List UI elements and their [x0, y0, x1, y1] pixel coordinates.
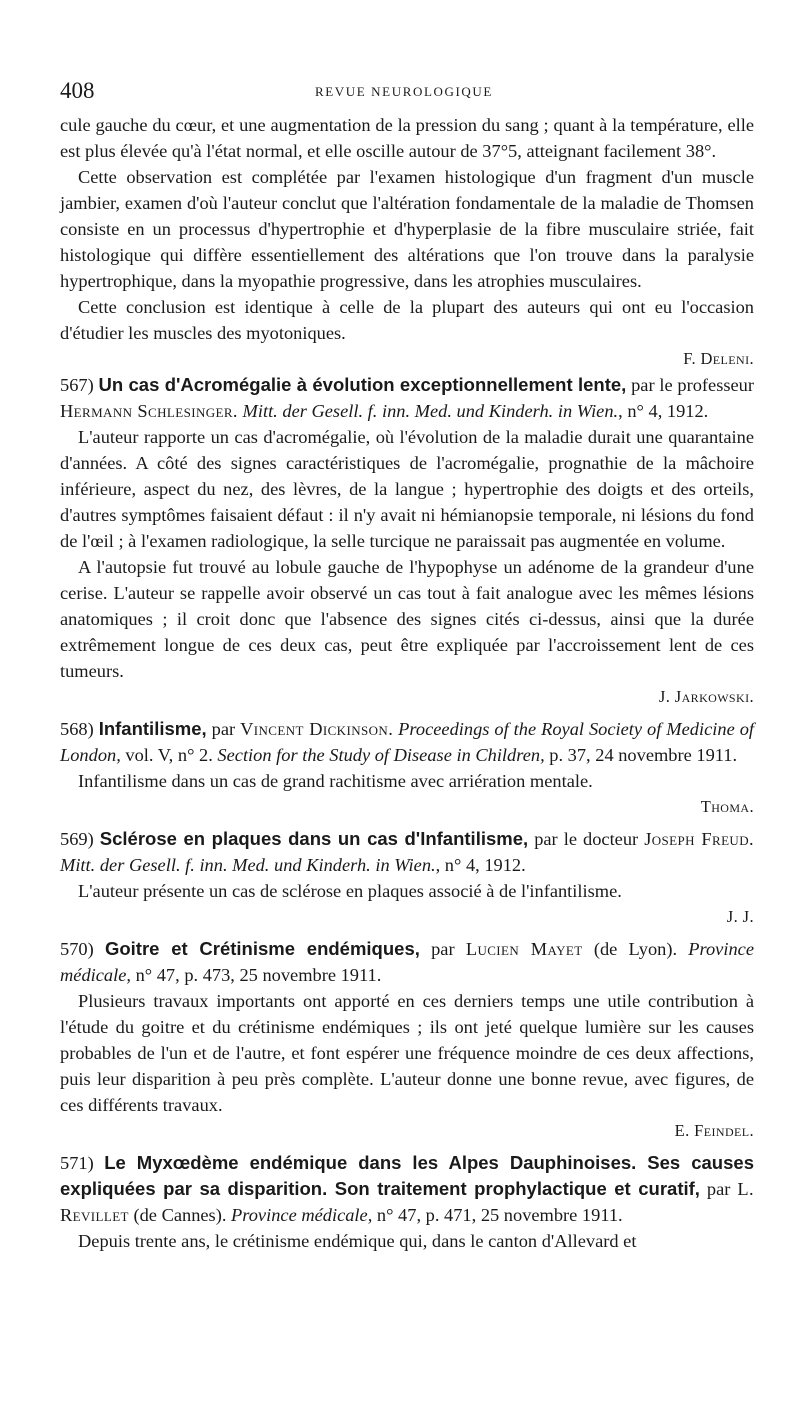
running-title: REVUE NEUROLOGIQUE	[315, 84, 493, 99]
signature	[60, 904, 754, 930]
review-entry-570	[60, 936, 754, 1144]
ref-details: (de Cannes).	[128, 1205, 232, 1225]
entry-author: Lucien Mayet	[465, 939, 583, 959]
ref-text: par	[699, 1179, 738, 1199]
journal-section: Section for the Study of Disease in Children,	[217, 745, 545, 765]
signature-name: E. Feindel.	[674, 1121, 754, 1140]
entry-title: Un cas d'Acromégalie à évolution exceptionnellement lente,	[98, 374, 627, 395]
journal-title: Mitt. der Gesell. f. inn. Med. und Kinderh. in Wien.	[237, 401, 619, 421]
journal-title: Mitt. der Gesell. f. inn. Med. und Kinderh. in Wien.	[60, 855, 436, 875]
ref-text: par le professeur	[626, 375, 754, 395]
entry-title: Le Myxœdème endémique dans les Alpes Dauphinoises. Ses causes expliquées par sa disparition. Son traitement prophylactique et curatif,	[60, 1152, 754, 1199]
entry-title: Goitre et Crétinisme endémiques,	[104, 938, 420, 959]
paragraph-text: Cette conclusion est identique à celle de la plupart des auteurs qui ont eu l'occasion d'étudier les muscles des myotoniques.	[60, 297, 754, 343]
entry-heading	[60, 1150, 754, 1228]
entry-author: Vincent Dickinson.	[240, 719, 394, 739]
entry-heading	[60, 826, 754, 878]
entry-number: 569)	[60, 829, 94, 849]
review-entry-567	[60, 372, 754, 710]
entry-heading	[60, 716, 754, 768]
signature-name: Thoma.	[700, 797, 754, 816]
ref-text: par le docteur	[528, 829, 645, 849]
paragraph: cule gauche du cœur, et une augmentation de la pression du sang ; quant à la température, elle est plus élevée qu'à l'état normal, et elle oscille autour de 37°5, atteignant facilement 38°.	[60, 115, 754, 161]
paragraph: Cette observation est complétée par l'examen histologique d'un fragment d'un muscle jambier, examen d'où l'auteur conclut que l'altération fondamentale de la maladie de Thomsen consiste en un processus d'hypertrophie et d'hyperplasie de la fibre musculaire striée, fait histologique qui diffère essentiellement des altérations que l'on trouve dans la paralysie hypertrophique, dans la myopathie progressive, dans les atrophies musculaires.	[60, 167, 754, 291]
paragraph	[60, 294, 754, 346]
ref-details: vol. V, n° 2.	[120, 745, 218, 765]
entry-number: 570)	[60, 939, 94, 959]
ref-details: n° 47, p. 471, 25 novembre 1911.	[372, 1205, 623, 1225]
paragraph: Depuis trente ans, le crétinisme endémique qui, dans le canton d'Allevard et	[78, 1231, 637, 1251]
page-header	[60, 78, 754, 112]
paragraph: A l'autopsie fut trouvé au lobule gauche de l'hypophyse un adénome de la grandeur d'une cerise. L'auteur se rappelle avoir observé un cas tout à fait analogue avec les mêmes lésions anatomiques ; il croit donc que l'absence des signes cités ci-dessus, ainsi que la durée extrêmement longue de ces deux cas, peut être expliquée par l'accroissement lent de ces tumeurs.	[60, 557, 754, 681]
entry-author: Hermann Schlesinger.	[60, 401, 238, 421]
paragraph: Infantilisme dans un cas de grand rachitisme avec arriération mentale.	[78, 771, 593, 791]
document-page	[60, 78, 754, 1254]
entry-title: Infantilisme,	[98, 718, 207, 739]
ref-details: , n° 4, 1912.	[435, 855, 526, 875]
page-number: 408	[60, 78, 95, 103]
signature-name: J. J.	[726, 907, 754, 926]
signature	[60, 794, 754, 820]
entry-author: Joseph Freud.	[644, 829, 754, 849]
previous-review-continuation	[60, 112, 754, 372]
signature	[60, 684, 754, 710]
paragraph: L'auteur rapporte un cas d'acromégalie, où l'évolution de la maladie durait une quarantaine d'années. A côté des signes caractéristiques de l'acromégalie, prognathie de la mâchoire inférieure, aspect du nez, des lèvres, de la langue ; hypertrophie des doigts et des orteils, d'autres symptômes faisaient défaut : il n'y avait ni hémianopsie temporale, ni lésions du fond de l'œil ; à l'examen radiologique, la selle turcique ne paraissait pas augmentée en volume.	[60, 427, 754, 551]
ref-details: (de Lyon).	[582, 939, 689, 959]
signature	[60, 346, 754, 372]
review-entry-571	[60, 1150, 754, 1254]
signature	[60, 1118, 754, 1144]
review-entry-569	[60, 826, 754, 930]
entry-number: 571)	[60, 1153, 94, 1173]
ref-text: par	[419, 939, 466, 959]
ref-details: , n° 4, 1912.	[618, 401, 709, 421]
journal-title: Proceedings of the Royal Society of Medicine of London,	[60, 719, 755, 765]
paragraph: Plusieurs travaux importants ont apporté en ces derniers temps une utile contribution à l'étude du goitre et du crétinisme endémiques ; ils ont jeté quelque lumière sur les causes probables de l'un et de l'autre, et font espérer une fréquence moindre de ces deux affections, puis leur disparition à peu près complète. L'auteur donne une bonne revue, avec figures, de ces différents travaux.	[60, 991, 754, 1115]
ref-text: par	[206, 719, 241, 739]
journal-title: Province médicale,	[60, 939, 754, 985]
review-entry-568	[60, 716, 754, 820]
signature-name: J. Jarkowski.	[658, 687, 754, 706]
paragraph: L'auteur présente un cas de sclérose en plaques associé à de l'infantilisme.	[78, 881, 622, 901]
ref-details: n° 47, p. 473, 25 novembre 1911.	[130, 965, 382, 985]
entry-number: 568)	[60, 719, 94, 739]
entry-title: Sclérose en plaques dans un cas d'Infantilisme,	[99, 828, 529, 849]
entry-number: 567)	[60, 375, 94, 395]
entry-author: L. Revillet	[60, 1179, 754, 1225]
entry-heading	[60, 936, 754, 988]
entry-heading	[60, 372, 754, 424]
signature-name: F. Deleni.	[683, 349, 754, 368]
ref-details: p. 37, 24 novembre 1911.	[544, 745, 738, 765]
journal-title: Province médicale,	[231, 1205, 373, 1225]
